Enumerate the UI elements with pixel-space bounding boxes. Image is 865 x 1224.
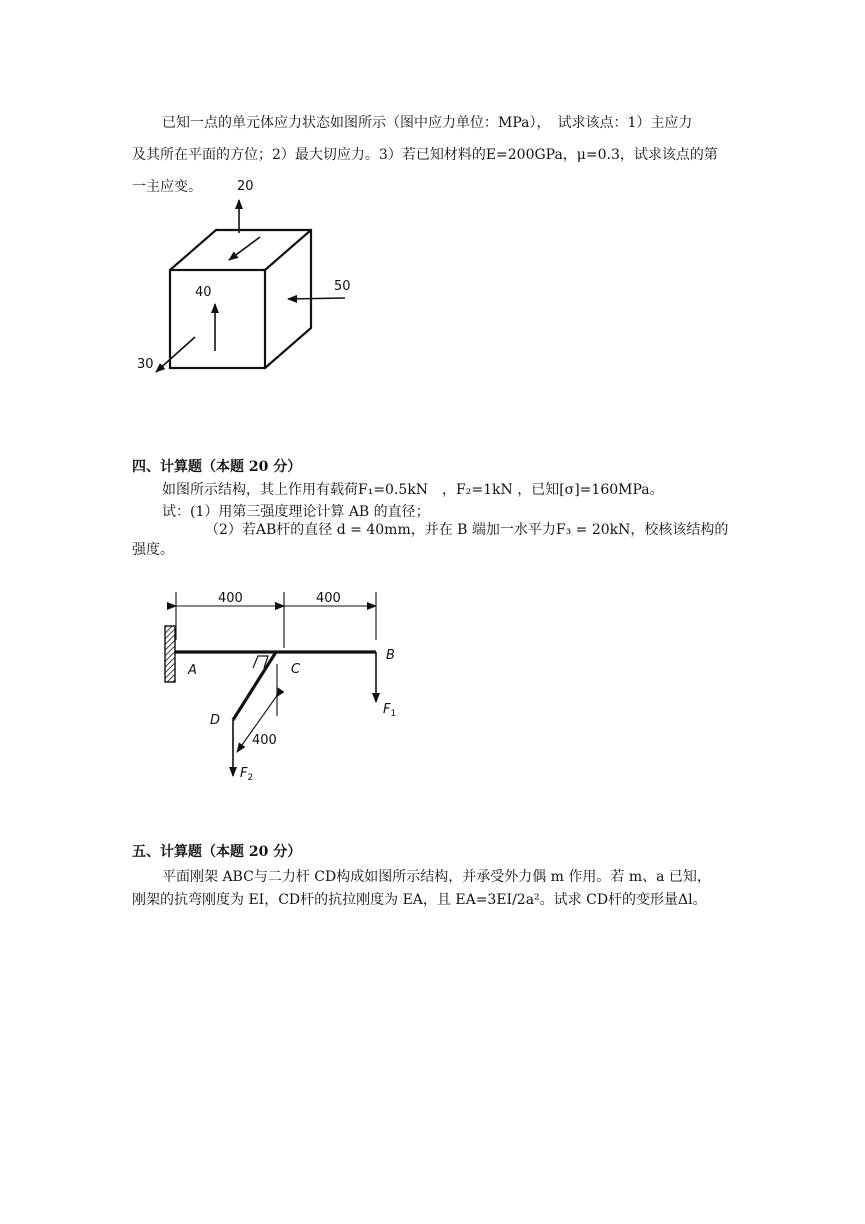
dim-cb-label: 400	[316, 591, 341, 606]
stress-label-top: 20	[237, 179, 254, 194]
cantilever-figure	[165, 592, 376, 776]
q4-text-line-1: 如图所示结构，其上作用有载荷F₁=0.5kN ，F₂=1kN ，已知[σ]=160MPa。	[162, 482, 664, 498]
q4-heading: 四、计算题（本题 20 分）	[132, 459, 302, 475]
q5-text-line-2: 刚架的抗弯刚度为 EI，CD杆的抗拉刚度为 EA，且 EA=3EI/2a²。试求 CD杆的变形量Δl。	[132, 892, 707, 908]
right-angle-mark	[253, 656, 268, 668]
load-f2-label: F2	[240, 766, 254, 783]
q4-text-line-3: （2）若AB杆的直径 d = 40mm，并在 B 端加一水平力F₃ = 20kN，校核该结构的	[205, 522, 729, 538]
point-b-label: B	[386, 648, 395, 663]
load-f1-label: F1	[383, 702, 397, 719]
dim-cd-label: 400	[252, 733, 277, 748]
q3-text-line-1: 已知一点的单元体应力状态如图所示（图中应力单位：MPa）， 试求该点：1）主应力	[162, 115, 693, 131]
bar-cd	[233, 652, 276, 720]
point-d-label: D	[210, 713, 221, 728]
q3-text-line-3: 一主应变。	[132, 179, 202, 195]
q5-text-line-1: 平面刚架 ABC与二力杆 CD构成如图所示结构，并承受外力偶 m 作用。若 m、a 已知，	[162, 869, 711, 885]
stress-label-left: 30	[137, 357, 154, 372]
cube	[170, 230, 311, 368]
stress-label-right: 50	[334, 279, 351, 294]
q5-heading: 五、计算题（本题 20 分）	[132, 844, 302, 860]
stress-label-front: 40	[195, 285, 212, 300]
stress-arrows	[156, 200, 345, 372]
point-a-label: A	[188, 663, 197, 678]
q4-text-line-2: 试：(1）用第三强度理论计算 AB 的直径；	[162, 504, 430, 520]
q3-text-line-2: 及其所在平面的方位；2）最大切应力。3）若已知材料的E=200GPa，μ=0.3，试求该点的第	[132, 147, 718, 163]
q4-text-line-4: 强度。	[132, 542, 174, 558]
dim-ac-label: 400	[218, 591, 243, 606]
fixed-support	[165, 626, 175, 682]
point-c-label: C	[291, 662, 301, 677]
